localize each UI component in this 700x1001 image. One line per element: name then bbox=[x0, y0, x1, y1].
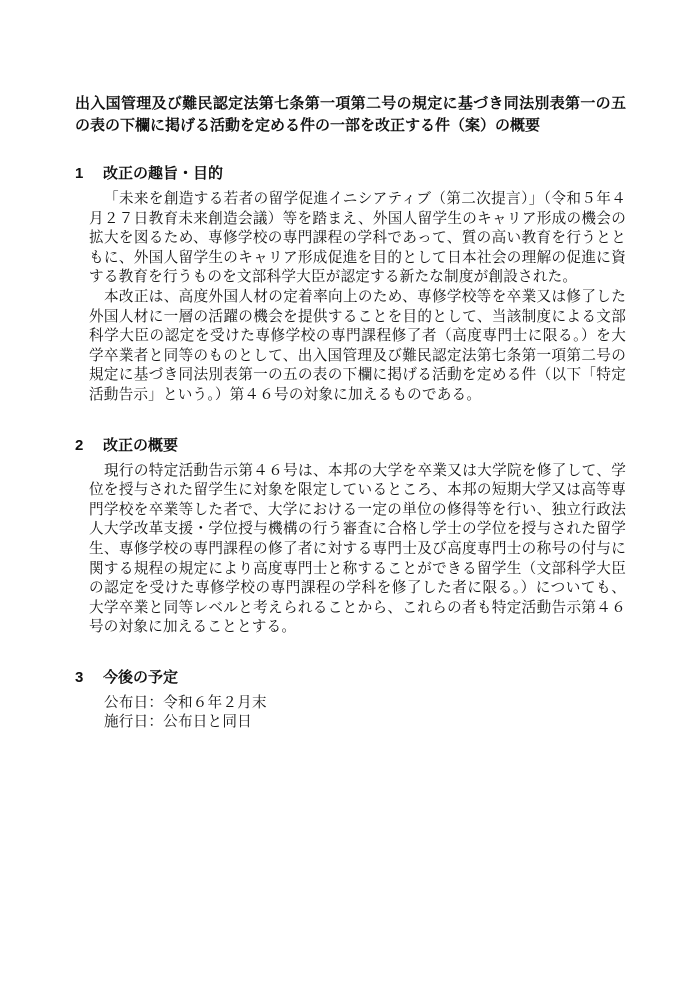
paragraph: 「未来を創造する若者の留学促進イニシアティブ（第二次提言）」（令和５年４月２７日教育未来創造会議）等を踏まえ、外国人留学生のキャリア形成の機会の拡大を図るため、専修学校の専門課程の学科であって、質の高い教育を行うとともに、外国人留学生のキャリア形成促進を目的として日本社会の理解の促進に資する教育を行うものを文部科学大臣が認定する新たな制度が創設された。 bbox=[89, 190, 626, 286]
section-purpose-number: 1 bbox=[75, 165, 84, 182]
paragraph: 本改正は、高度外国人材の定着率向上のため、専修学校等を卒業又は修了した外国人材に一層の活躍の機会を提供することを目的として、当該制度による文部科学大臣の認定を受けた専修学校の専門課程修了者（高度専門士に限る。）を大学卒業者と同等のものとして、出入国管理及び難民認定法第七条第一項第二号の規定に基づき同法別表第一の五の表の下欄に掲げる活動を定める件（以下「特定活動告示」という。）第４６号の対象に加えるものである。 bbox=[89, 287, 627, 403]
section-purpose-title: 改正の趣旨・目的 bbox=[103, 165, 224, 182]
enforcement-date-line: 施行日：公布日と同日 bbox=[104, 713, 252, 731]
section-schedule-number: 3 bbox=[75, 668, 84, 686]
section-overview bbox=[75, 435, 626, 637]
document-title: 出入国管理及び難民認定法第七条第一項第二号の規定に基づき同法別表第一の五の表の下欄に掲げる活動を定める件の一部を改正する件（案）の概要 bbox=[75, 95, 626, 134]
promulgation-date-line: 公布日：令和６年２月末 bbox=[104, 693, 267, 711]
section-overview-number: 2 bbox=[75, 436, 84, 454]
paragraph: 現行の特定活動告示第４６号は、本邦の大学を卒業又は大学院を修了して、学位を授与された留学生に対象を限定しているところ、本邦の短期大学又は高等専門学校を卒業等した者で、大学における一定の単位の修得等を行い、独立行政法人大学改革支援・学位授与機構の行う審査に合格し学士の学位を授与された留学生、専修学校の専門課程の修了者に対する専門士及び高度専門士の称号の付与に関する規程の規定により高度専門士と称することができる留学生（文部科学大臣の認定を受けた専修学校の専門課程の学科を修了した者に限る。）についても、大学卒業と同等レベルと考えられることから、これらの者も特定活動告示第４６号の対象に加えることとする。 bbox=[89, 461, 627, 636]
section-overview-heading bbox=[75, 435, 626, 456]
section-schedule-title: 今後の予定 bbox=[103, 668, 179, 686]
section-purpose bbox=[75, 163, 626, 405]
section-schedule-heading bbox=[75, 667, 626, 688]
section-schedule bbox=[75, 667, 626, 732]
section-purpose-heading bbox=[75, 163, 626, 184]
section-overview-title: 改正の概要 bbox=[103, 436, 179, 454]
